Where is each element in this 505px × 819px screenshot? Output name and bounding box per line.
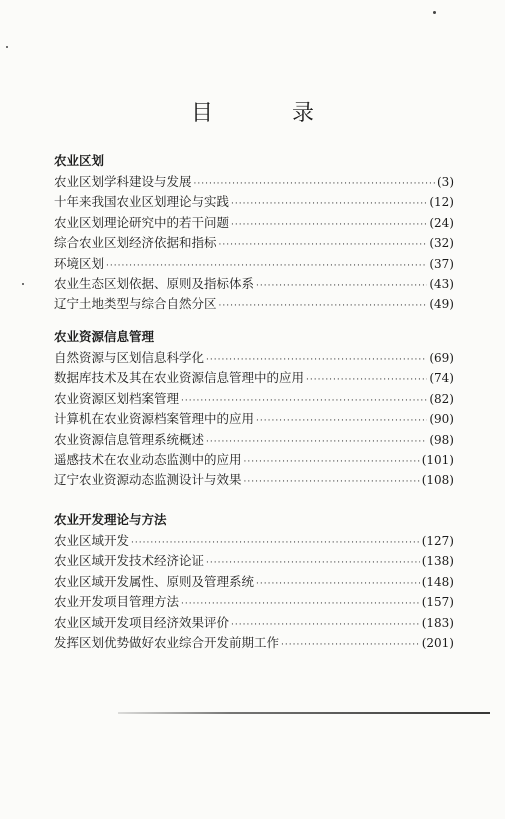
toc-section-resource-info-management <box>54 326 454 491</box>
dot-leader <box>244 452 420 472</box>
toc-entry[interactable] <box>54 409 454 429</box>
entry-page: (98) <box>429 432 454 447</box>
entry-title: 农业区域开发 <box>54 533 130 548</box>
dot-leader <box>231 615 420 635</box>
dot-leader <box>244 472 420 492</box>
entry-page: (3) <box>437 175 454 189</box>
dot-leader <box>306 370 427 390</box>
page-title: 目 录 <box>191 101 350 126</box>
toc-entry[interactable] <box>54 294 454 314</box>
entry-title: 农业开发项目管理方法 <box>54 594 180 610</box>
entry-page: (37) <box>429 256 454 271</box>
dot-leader <box>181 594 420 614</box>
scan-speck <box>22 283 24 285</box>
dot-leader <box>256 276 427 296</box>
entry-title: 农业区划学科建设与发展 <box>54 174 192 189</box>
toc-entry[interactable] <box>54 389 454 409</box>
toc-entry[interactable] <box>54 213 454 233</box>
section-heading: 农业资源信息管理 <box>54 329 155 344</box>
toc-entry[interactable] <box>54 613 454 633</box>
dot-leader <box>219 296 428 316</box>
entry-title: 农业资源信息管理系统概述 <box>54 431 205 447</box>
toc-entry[interactable] <box>54 192 454 212</box>
toc-entry[interactable] <box>54 430 454 450</box>
entry-title: 数据库技术及其在农业资源信息管理中的应用 <box>54 370 305 386</box>
entry-page: (24) <box>429 215 454 230</box>
entry-page: (90) <box>429 412 454 427</box>
dot-leader <box>281 635 420 655</box>
scan-speck <box>6 46 8 48</box>
entry-title: 农业区划理论研究中的若干问题 <box>54 214 230 230</box>
entry-title: 环境区划 <box>54 255 105 271</box>
entry-page: (74) <box>429 371 454 386</box>
dot-leader <box>256 411 427 431</box>
toc-section-development-theory <box>54 509 454 653</box>
entry-page: (32) <box>429 236 454 251</box>
entry-title: 农业区域开发技术经济论证 <box>54 553 205 569</box>
toc-entry[interactable] <box>54 172 454 192</box>
entry-page: (157) <box>421 595 454 610</box>
toc-entry[interactable] <box>54 348 454 368</box>
toc-entry[interactable] <box>54 633 454 653</box>
toc-entry[interactable] <box>54 254 454 274</box>
dot-leader <box>106 256 427 276</box>
dot-leader <box>206 350 427 370</box>
dot-leader <box>256 574 420 594</box>
entry-page: (82) <box>429 391 454 406</box>
dot-leader <box>194 174 435 194</box>
entry-page: (183) <box>421 615 454 630</box>
dot-leader <box>231 215 427 235</box>
toc-entry[interactable] <box>54 450 454 470</box>
entry-title: 十年来我国农业区划理论与实践 <box>54 194 230 210</box>
entry-page: (69) <box>429 351 454 365</box>
entry-title: 农业生态区划依据、原则及指标体系 <box>54 275 255 291</box>
entry-title: 计算机在农业资源档案管理中的应用 <box>54 411 255 427</box>
entry-title: 自然资源与区划信息科学化 <box>54 350 205 365</box>
entry-title: 发挥区划优势做好农业综合开发前期工作 <box>54 634 280 650</box>
section-heading: 农业区划 <box>54 153 105 168</box>
entry-title: 综合农业区划经济依据和指标 <box>54 235 217 251</box>
entry-page: (138) <box>421 554 454 569</box>
toc-entry[interactable] <box>54 531 454 551</box>
toc-section-agricultural-zoning <box>54 150 454 315</box>
dot-leader <box>181 391 427 411</box>
entry-title: 农业资源区划档案管理 <box>54 390 180 406</box>
toc-entry[interactable] <box>54 470 454 490</box>
entry-page: (108) <box>421 473 454 488</box>
toc-entry[interactable] <box>54 368 454 388</box>
dot-leader <box>219 235 428 255</box>
toc-entry[interactable] <box>54 572 454 592</box>
entry-page: (12) <box>429 195 454 210</box>
entry-title: 遥感技术在农业动态监测中的应用 <box>54 451 242 467</box>
entry-title: 农业区域开发属性、原则及管理系统 <box>54 573 255 589</box>
entry-page: (148) <box>421 574 454 589</box>
toc-entry[interactable] <box>54 274 454 294</box>
toc-entry[interactable] <box>54 551 454 571</box>
dot-leader <box>231 194 427 214</box>
bottom-rule <box>118 712 490 714</box>
entry-page: (201) <box>421 635 454 650</box>
section-heading: 农业开发理论与方法 <box>54 512 167 527</box>
toc-entry[interactable] <box>54 233 454 253</box>
entry-page: (101) <box>421 452 454 467</box>
entry-title: 辽宁农业资源动态监测设计与效果 <box>54 472 242 488</box>
dot-leader <box>206 432 427 452</box>
entry-page: (127) <box>421 534 454 548</box>
dot-leader <box>131 533 420 553</box>
entry-title: 农业区域开发项目经济效果评价 <box>54 614 230 630</box>
dot-leader <box>206 553 420 573</box>
toc-entry[interactable] <box>54 592 454 612</box>
entry-title: 辽宁土地类型与综合自然分区 <box>54 296 217 312</box>
entry-page: (43) <box>429 276 454 291</box>
scan-speck <box>433 11 436 14</box>
entry-page: (49) <box>429 297 454 312</box>
